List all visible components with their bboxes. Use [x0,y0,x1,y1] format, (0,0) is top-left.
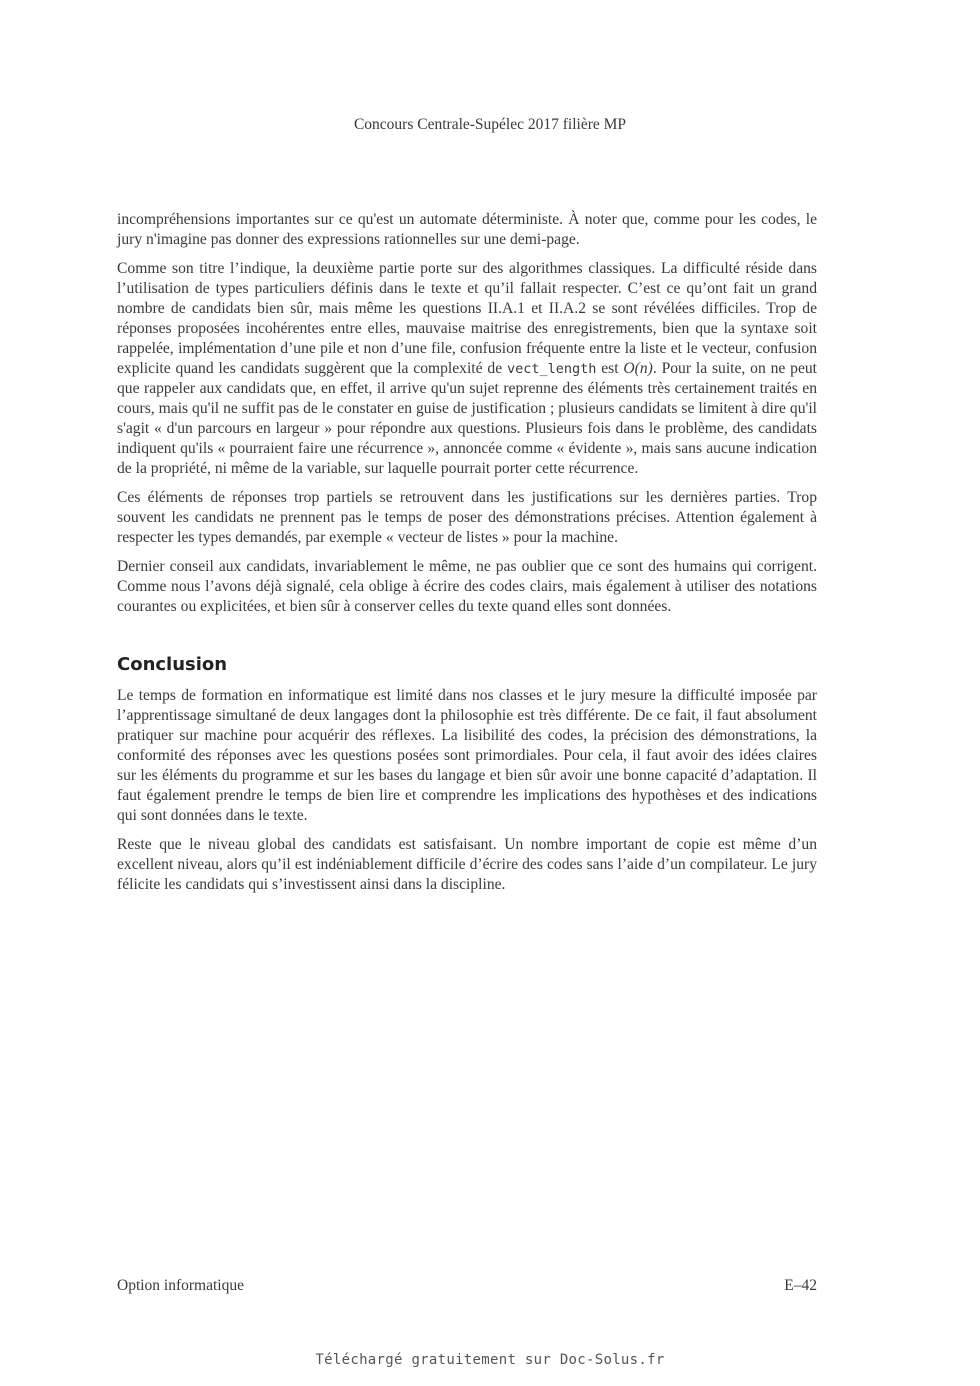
paragraph-second-part-text-b: est [596,360,624,377]
download-note: Téléchargé gratuitement sur Doc-Solus.fr [315,1352,665,1368]
paragraph-automate: incompréhensions importantes sur ce qu'est un automate déterministe. À noter que, comme pour les codes, le jury n'imagine pas donner des expressions rationnelles sur une demi-page. [117,211,817,248]
code-vect-length: vect_length [506,361,597,377]
footer-option-label: Option informatique [117,1277,244,1294]
paragraph-partial-answers: Ces éléments de réponses trop partiels se retrouvent dans les justifications sur les dernières parties. Trop souvent les candidats ne prennent pas le temps de poser des démonstrations précises. Attention également à respecter les types demandés, par exemple « vecteur de listes » pour la machine. [117,489,817,546]
math-complexity: O(n) [623,360,653,377]
conclusion-paragraph-1: Le temps de formation en informatique est limité dans nos classes et le jury mesure la difficulté imposée par l’apprentissage simultané de deux langages dont la philosophie est très différente. De ce fait, il faut absolument pratiquer sur machine pour acquérir des réflexes. La lisibilité des codes, la précision des démonstrations, la conformité des réponses avec les questions posées sont primordiales. Pour cela, il faut avoir des idées claires sur les éléments du programme et sur les bases du langage et bien sûr avoir une bonne capacité d’adaptation. Il faut également prendre le temps de bien lire et comprendre les implications des hypothèses et des indications qui sont données dans le texte. [117,687,817,824]
document-body [117,210,817,904]
conclusion-paragraph-2: Reste que le niveau global des candidats est satisfaisant. Un nombre important de copie est même d’un excellent niveau, alors qu’il est indéniablement difficile d’écrire des codes sans l’aide d’un compilateur. Le jury félicite les candidats qui s’investissent ainsi dans la discipline. [117,836,817,893]
paragraph-advice: Dernier conseil aux candidats, invariablement le même, ne pas oublier que ce sont des humains qui corrigent. Comme nous l’avons déjà signalé, cela oblige à écrire des codes clairs, mais également à utiliser des notations courantes ou explicitées, et bien sûr à conserver celles du texte quand elles sont données. [117,558,817,615]
footer-page-number: E–42 [784,1277,817,1294]
conclusion-heading: Conclusion [117,654,228,675]
paragraph-second-part [117,259,817,479]
paragraph-second-part-text-c: . Pour la suite, on ne peut que rappeler aux candidats que, en effet, il arrive qu'un sujet reprenne des éléments très certainement traités en cours, mais qu'il ne suffit pas de le constater en guise de justification ; plusieurs candidats se limitent à dire qu'il s'agit « d'un parcours en largeur » pour répondre aux questions. Plusieurs fois dans le problème, des candidats indiquent qu'ils « pourraient faire une récurrence », annoncée comme « évidente », mais sans aucune indication de la propriété, ni même de la variable, sur laquelle pourrait porter cette récurrence. [117,360,818,477]
page-header: Concours Centrale-Supélec 2017 filière MP [353,116,627,133]
paragraph-second-part-text-a: Comme son titre l’indique, la deuxième partie porte sur des algorithmes classiques. La difficulté réside dans l’utilisation de types particuliers définis dans le texte et qu’il fallait respecter. C’est ce qu’ont fait un grand nombre de candidats bien sûr, mais même les questions II.A.1 et II.A.2 se sont révélées difficiles. Trop de réponses proposées incohérentes entre elles, mauvaise maitrise des enregistrements, bien que la syntaxe soit rappelée, implémentation d’une pile et non d’une file, confusion fréquente entre la liste et le vecteur, confusion explicite quand les candidats suggèrent que la complexité de [117,260,817,377]
